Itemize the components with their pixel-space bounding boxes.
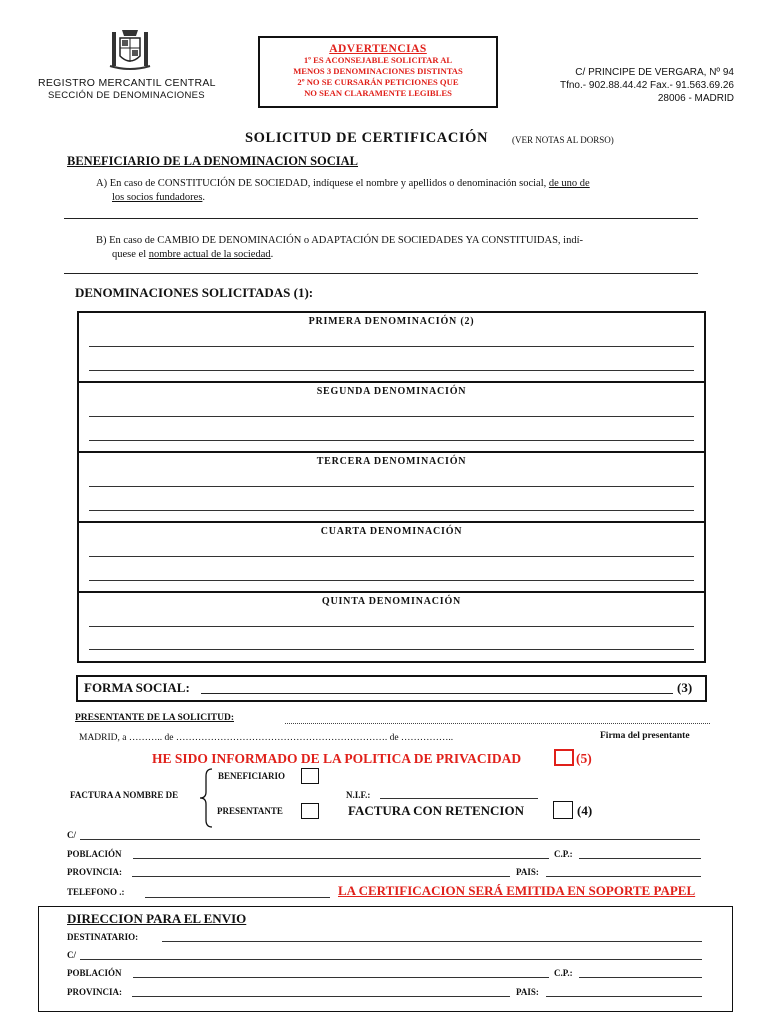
denomination-2-line-2[interactable] [89, 440, 694, 441]
registry-name: REGISTRO MERCANTIL CENTRAL [38, 77, 216, 89]
warnings-title: ADVERTENCIAS [329, 43, 427, 55]
paper-notice: LA CERTIFICACION SERÁ EMITIDA EN SOPORTE PAPEL [338, 883, 696, 898]
form-title: SOLICITUD DE CERTIFICACIÓN [245, 130, 489, 146]
denominations-heading: DENOMINACIONES SOLICITADAS (1): [75, 285, 314, 300]
form-title-note: (VER NOTAS AL DORSO) [512, 135, 614, 145]
denominations-box [77, 311, 706, 663]
presenter-input-line[interactable] [285, 723, 710, 724]
denomination-5-line-2[interactable] [89, 649, 694, 650]
privacy-note: (5) [576, 751, 592, 766]
shipping-recipient-input-line[interactable] [162, 941, 702, 942]
address-city: 28006 - MADRID [657, 93, 734, 104]
denomination-section-2 [79, 383, 704, 453]
city-input-line[interactable] [133, 858, 549, 859]
denomination-label: QUINTA DENOMINACIÓN [321, 596, 462, 607]
address-street: C/ PRINCIPE DE VERGARA, Nº 94 [575, 67, 734, 78]
warning-line-4: NO SEAN CLARAMENTE LEGIBLES [304, 88, 452, 98]
beneficiary-a-input-line[interactable] [64, 218, 698, 219]
warning-line-3: 2º NO SE CURSARÁN PETICIONES QUE [297, 77, 459, 87]
shipping-city-label: POBLACIÓN [67, 968, 122, 978]
option-a-text: A) En caso de CONSTITUCIÓN DE SOCIEDAD, indíquese el nombre y apellidos o denominación social, [96, 178, 549, 189]
denomination-1-line-2[interactable] [89, 370, 694, 371]
option-a-suffix: . [202, 192, 206, 203]
warning-line-1: 1º ES ACONSEJABLE SOLICITAR AL [303, 55, 453, 65]
forma-social-label: FORMA SOCIAL: [84, 680, 190, 695]
option-a-underlined: de uno de [548, 178, 590, 189]
shipping-heading: DIRECCION PARA EL ENVIO [67, 911, 247, 926]
denomination-4-line-1[interactable] [89, 556, 694, 557]
nif-input-line[interactable] [380, 798, 538, 799]
option-a-underlined-2: los socios fundadores [112, 192, 203, 203]
denomination-3-line-1[interactable] [89, 486, 694, 487]
beneficiary-checkbox[interactable] [301, 768, 319, 784]
shipping-city-input-line[interactable] [133, 977, 549, 978]
retention-checkbox[interactable] [553, 801, 573, 819]
madrid-date-line[interactable]: MADRID, a ……….. de …………………………………………………………. de …………….. [79, 733, 454, 743]
option-b-line2: quese el [112, 249, 149, 260]
denomination-1-line-1[interactable] [89, 346, 694, 347]
retention-note: (4) [577, 803, 593, 818]
shipping-province-input-line[interactable] [132, 996, 510, 997]
beneficiary-option-b [96, 234, 706, 262]
coat-of-arms-icon [108, 26, 152, 72]
denomination-label: PRIMERA DENOMINACIÓN (2) [308, 316, 475, 327]
shipping-street-label: C/ [67, 950, 76, 960]
country-input-line[interactable] [546, 876, 701, 877]
denomination-label: CUARTA DENOMINACIÓN [320, 526, 463, 537]
denomination-3-line-2[interactable] [89, 510, 694, 511]
shipping-province-label: PROVINCIA: [67, 987, 122, 997]
shipping-postal-input-line[interactable] [579, 977, 702, 978]
signature-label: Firma del presentante [600, 731, 690, 741]
privacy-text: HE SIDO INFORMADO DE LA POLITICA DE PRIVACIDAD [152, 751, 522, 766]
street-label: C/ [67, 830, 76, 840]
forma-social-note: (3) [677, 680, 693, 695]
beneficiary-option-a [96, 177, 706, 205]
denomination-section-4 [79, 523, 704, 593]
denomination-label: SEGUNDA DENOMINACIÓN [316, 386, 467, 397]
denomination-section-3 [79, 453, 704, 523]
street-input-line[interactable] [80, 839, 700, 840]
shipping-recipient-label: DESTINATARIO: [67, 932, 139, 942]
registry-address [560, 66, 734, 105]
address-phone-fax: Tfno.- 902.88.44.42 Fax.- 91.563.69.26 [559, 80, 734, 91]
phone-label: TELEFONO .: [67, 887, 125, 897]
shipping-postal-label: C.P.: [554, 968, 573, 978]
privacy-checkbox[interactable] [554, 749, 574, 766]
beneficiary-heading: BENEFICIARIO DE LA DENOMINACION SOCIAL [67, 154, 359, 168]
shipping-country-label: PAIS: [516, 987, 539, 997]
retention-label: FACTURA CON RETENCION [348, 803, 524, 818]
denomination-4-line-2[interactable] [89, 580, 694, 581]
province-input-line[interactable] [132, 876, 510, 877]
postal-input-line[interactable] [579, 858, 701, 859]
presenter-option-label: PRESENTANTE [217, 806, 283, 816]
denomination-section-5 [79, 593, 704, 660]
province-label: PROVINCIA: [67, 867, 122, 877]
shipping-country-input-line[interactable] [546, 996, 702, 997]
nif-label: N.I.F.: [346, 790, 371, 800]
presenter-checkbox[interactable] [301, 803, 319, 819]
warnings-box [258, 36, 498, 108]
denomination-section-1 [79, 313, 704, 383]
option-b-underlined: nombre actual de la sociedad [148, 249, 271, 260]
postal-label: C.P.: [554, 849, 573, 859]
beneficiary-b-input-line[interactable] [64, 273, 698, 274]
beneficiary-option-label: BENEFICIARIO [218, 771, 286, 781]
country-label: PAIS: [516, 867, 539, 877]
city-label: POBLACIÓN [67, 849, 122, 859]
warning-line-2: MENOS 3 DENOMINACIONES DISTINTAS [293, 66, 463, 76]
forma-social-input-line[interactable] [201, 693, 673, 694]
brace-icon [198, 768, 214, 828]
invoice-label: FACTURA A NOMBRE DE [70, 790, 179, 800]
option-b-suffix: . [270, 249, 274, 260]
registry-section: SECCIÓN DE DENOMINACIONES [48, 90, 205, 101]
phone-input-line[interactable] [145, 897, 330, 898]
denomination-2-line-1[interactable] [89, 416, 694, 417]
presenter-label: PRESENTANTE DE LA SOLICITUD: [75, 713, 234, 723]
denomination-5-line-1[interactable] [89, 626, 694, 627]
denomination-label: TERCERA DENOMINACIÓN [316, 456, 467, 467]
shipping-street-input-line[interactable] [80, 959, 702, 960]
option-b-text: B) En caso de CAMBIO DE DENOMINACIÓN o ADAPTACIÓN DE SOCIEDADES YA CONSTITUIDAS, indí- [96, 235, 584, 246]
